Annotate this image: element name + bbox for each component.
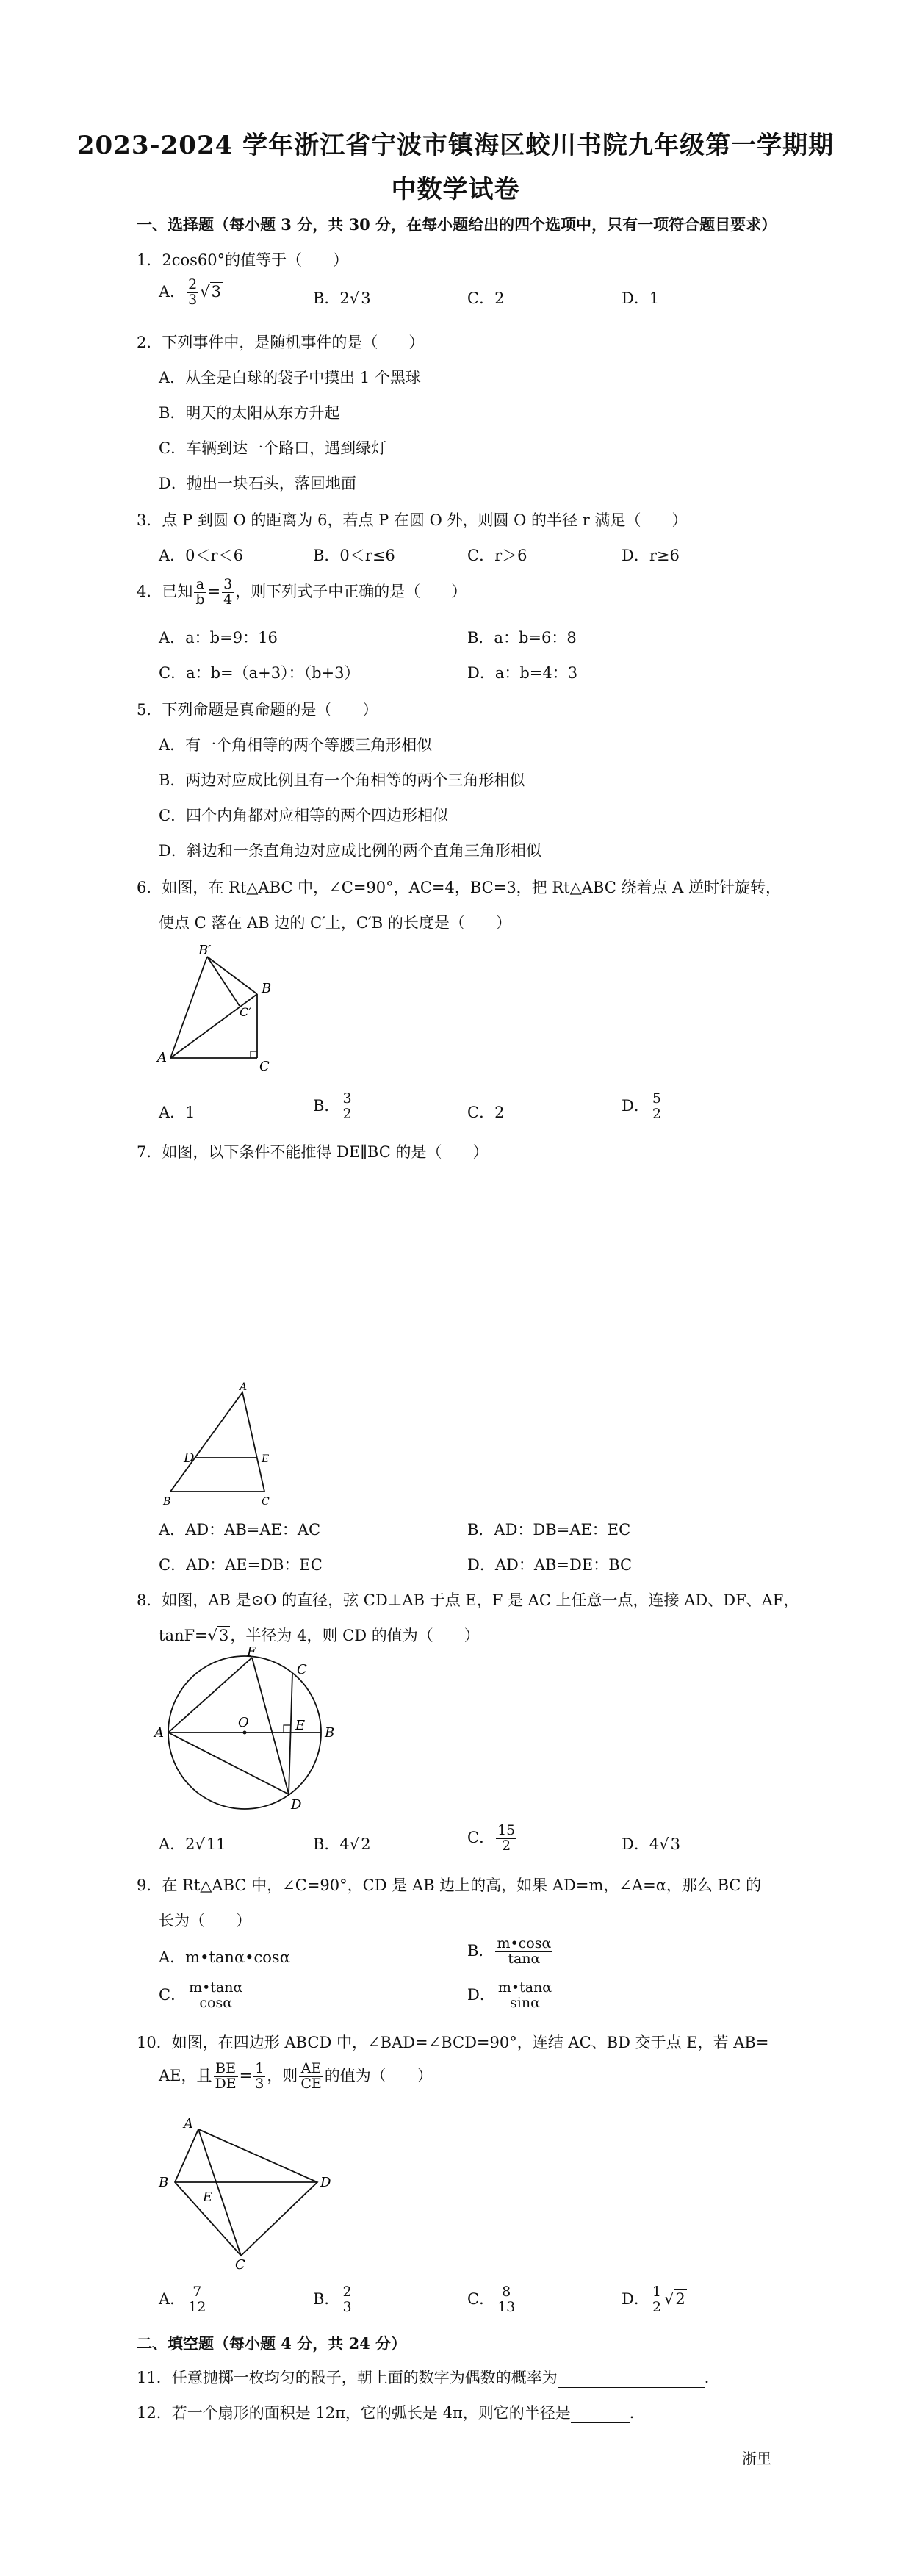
q11-stem: 11．任意抛掷一枚均匀的骰子，朝上面的数字为偶数的概率为 ．: [137, 2369, 720, 2386]
q1-stem: 1．2cos60°的值等于（ ）: [137, 251, 349, 269]
q2-option-d: D．抛出一块石头，落回地面: [159, 475, 356, 492]
q11-answer-blank[interactable]: [558, 2372, 705, 2388]
q10-figure: [154, 2116, 345, 2270]
q7-option-a: A．AD：AB=AE：AC: [159, 1521, 321, 1539]
q12-answer-blank[interactable]: [571, 2408, 630, 2423]
q8-stem-line2: tanF=√3，半径为 4，则 CD 的值为（ ）: [159, 1627, 480, 1644]
q9-stem-line2: 长为（ ）: [159, 1912, 251, 1929]
q9-stem-line1: 9．在 Rt△ABC 中，∠C=90°，CD 是 AB 边上的高，如果 AD=m，∠A=α，那么 BC 的: [137, 1877, 762, 1894]
exam-title-line2: 中数学试卷: [391, 175, 520, 204]
q5-option-b: B．两边对应成比例且有一个角相等的两个三角形相似: [159, 771, 525, 789]
q2-stem: 2．下列事件中，是随机事件的是（ ）: [137, 334, 425, 351]
q6-option-c: C．2: [467, 1104, 505, 1121]
q10-option-a: A． $\frac{7}{12}$: [159, 2284, 206, 2315]
q10-stem-line2: AE，且 $\frac{BE}{DE}$ = $\frac{1}{3}$ ，则 $\frac{AE}{CE}$ 的值为（ ）: [159, 2060, 433, 2092]
q8-label-c: C: [297, 1662, 307, 1677]
q7-label-b: B: [163, 1496, 171, 1506]
q8-label-d: D: [291, 1797, 302, 1813]
q9-option-c: C． $\frac{m•\tan\alpha}{\cos\alpha}$: [159, 1979, 243, 2011]
q6-label-a: A: [157, 1050, 167, 1065]
q6-option-a: A．1: [159, 1104, 195, 1121]
q4-option-c: C．a：b=（a+3）：（b+3）: [159, 664, 360, 682]
q7-label-e: E: [262, 1453, 270, 1465]
section-fill-heading: 二、填空题（每小题 4 分，共 24 分）: [137, 2334, 407, 2353]
q10-label-e: E: [203, 2190, 213, 2205]
q1-option-d: D．1: [622, 289, 660, 307]
q6-label-c: C: [259, 1059, 270, 1074]
q6-stem-line2: 使点 C 落在 AB 边的 C′上，C′B 的长度是（ ）: [159, 914, 511, 932]
q10-option-d: D． $\frac{1}{2}$ √2: [622, 2284, 685, 2315]
q7-label-a: A: [240, 1381, 248, 1393]
q3-option-b: B．0＜r≤6: [313, 547, 395, 564]
q9-option-a: A．m•tanα•cosα: [159, 1949, 290, 1966]
q8-label-a: A: [154, 1725, 164, 1741]
q8-label-f: F: [247, 1646, 256, 1660]
q10-label-d: D: [320, 2175, 331, 2190]
q6-option-b: B． $\frac{3}{2}$: [313, 1090, 352, 1122]
q1-option-c: C．2: [467, 289, 505, 307]
q6-label-c-prime: C′: [240, 1005, 251, 1019]
q6-stem-line1: 6．如图，在 Rt△ABC 中，∠C=90°，AC=4，BC=3，把 Rt△ABC 绕着点 A 逆时针旋转，: [137, 879, 782, 896]
q5-option-a: A．有一个角相等的两个等腰三角形相似: [159, 736, 433, 754]
page-footer: 浙里: [742, 2450, 771, 2467]
q7-label-c: C: [262, 1496, 270, 1506]
q6-figure: [154, 944, 294, 1084]
q7-option-b: B．AD：DB=AE：EC: [467, 1521, 631, 1539]
exam-title-line1: 2023-2024 学年浙江省宁波市镇海区蛟川书院九年级第一学期期: [76, 131, 835, 160]
q5-stem: 5．下列命题是真命题的是（ ）: [137, 701, 378, 719]
q10-label-a: A: [184, 2116, 193, 2131]
q1-option-a: A． $\frac{2}{3}$ √3: [159, 276, 222, 308]
q9-option-d: D． $\frac{m•\tan\alpha}{\sin\alpha}$: [467, 1979, 552, 2011]
q8-option-b: B．4√2: [313, 1835, 371, 1853]
q7-option-d: D．AD：AB=DE：BC: [467, 1556, 633, 1574]
q8-option-c: C． $\frac{15}{2}$: [467, 1822, 516, 1854]
q2-option-a: A．从全是白球的袋子中摸出 1 个黑球: [159, 369, 421, 386]
q5-option-d: D．斜边和一条直角边对应成比例的两个直角三角形相似: [159, 842, 541, 860]
q10-label-c: C: [235, 2257, 245, 2270]
q10-option-b: B． $\frac{2}{3}$: [313, 2284, 352, 2315]
q2-option-b: B．明天的太阳从东方升起: [159, 404, 340, 422]
q1-option-b: B．2√3: [313, 289, 371, 307]
q8-figure: [153, 1646, 344, 1815]
q4-stem: 4．已知 $\frac{a}{b}$ = $\frac{3}{4}$ ，则下列式子中正确的是（ ）: [137, 576, 467, 608]
q6-label-b-prime: B′: [198, 944, 212, 958]
q6-label-b: B: [262, 981, 272, 996]
q8-label-b: B: [325, 1725, 335, 1741]
q8-stem-line1: 8．如图，AB 是⊙O 的直径，弦 CD⊥AB 于点 E，F 是 AC 上任意一点，连接 AD、DF、AF，: [137, 1591, 799, 1609]
q8-label-o: O: [238, 1715, 249, 1730]
q10-option-c: C． $\frac{8}{13}$: [467, 2284, 516, 2315]
q9-option-b: B． $\frac{m•\cos\alpha}{\tan\alpha}$: [467, 1935, 552, 1967]
q4-option-d: D．a：b=4：3: [467, 664, 578, 682]
q3-option-d: D．r≥6: [622, 547, 680, 564]
q4-option-b: B．a：b=6：8: [467, 629, 577, 647]
section-choice-heading: 一、选择题（每小题 3 分，共 30 分，在每小题给出的四个选项中，只有一项符合题目要求）: [137, 215, 777, 234]
q5-option-c: C．四个内角都对应相等的两个四边形相似: [159, 807, 449, 824]
q10-stem-line1: 10．如图，在四边形 ABCD 中，∠BAD=∠BCD=90°，连结 AC、BD 交于点 E，若 AB=: [137, 2034, 769, 2051]
q3-option-c: C．r＞6: [467, 547, 527, 564]
q7-stem: 7．如图，以下条件不能推得 DE∥BC 的是（ ）: [137, 1143, 489, 1161]
q6-option-d: D． $\frac{5}{2}$: [622, 1090, 661, 1122]
q8-option-d: D．4√3: [622, 1835, 680, 1853]
q4-option-a: A．a：b=9：16: [159, 629, 278, 647]
q3-option-a: A．0＜r＜6: [159, 547, 243, 564]
q10-label-b: B: [159, 2175, 169, 2190]
q7-label-d: D: [184, 1450, 195, 1466]
q7-figure: [154, 1381, 279, 1506]
q8-label-e: E: [295, 1718, 306, 1733]
q8-option-a: A．2√11: [159, 1835, 226, 1853]
q7-option-c: C．AD：AE=DB：EC: [159, 1556, 323, 1574]
q2-option-c: C．车辆到达一个路口，遇到绿灯: [159, 439, 387, 457]
q12-stem: 12．若一个扇形的面积是 12π，它的弧长是 4π，则它的半径是 ．: [137, 2404, 645, 2422]
q3-stem: 3．点 P 到圆 O 的距离为 6，若点 P 在圆 O 外，则圆 O 的半径 r 满足（ ）: [137, 511, 688, 529]
